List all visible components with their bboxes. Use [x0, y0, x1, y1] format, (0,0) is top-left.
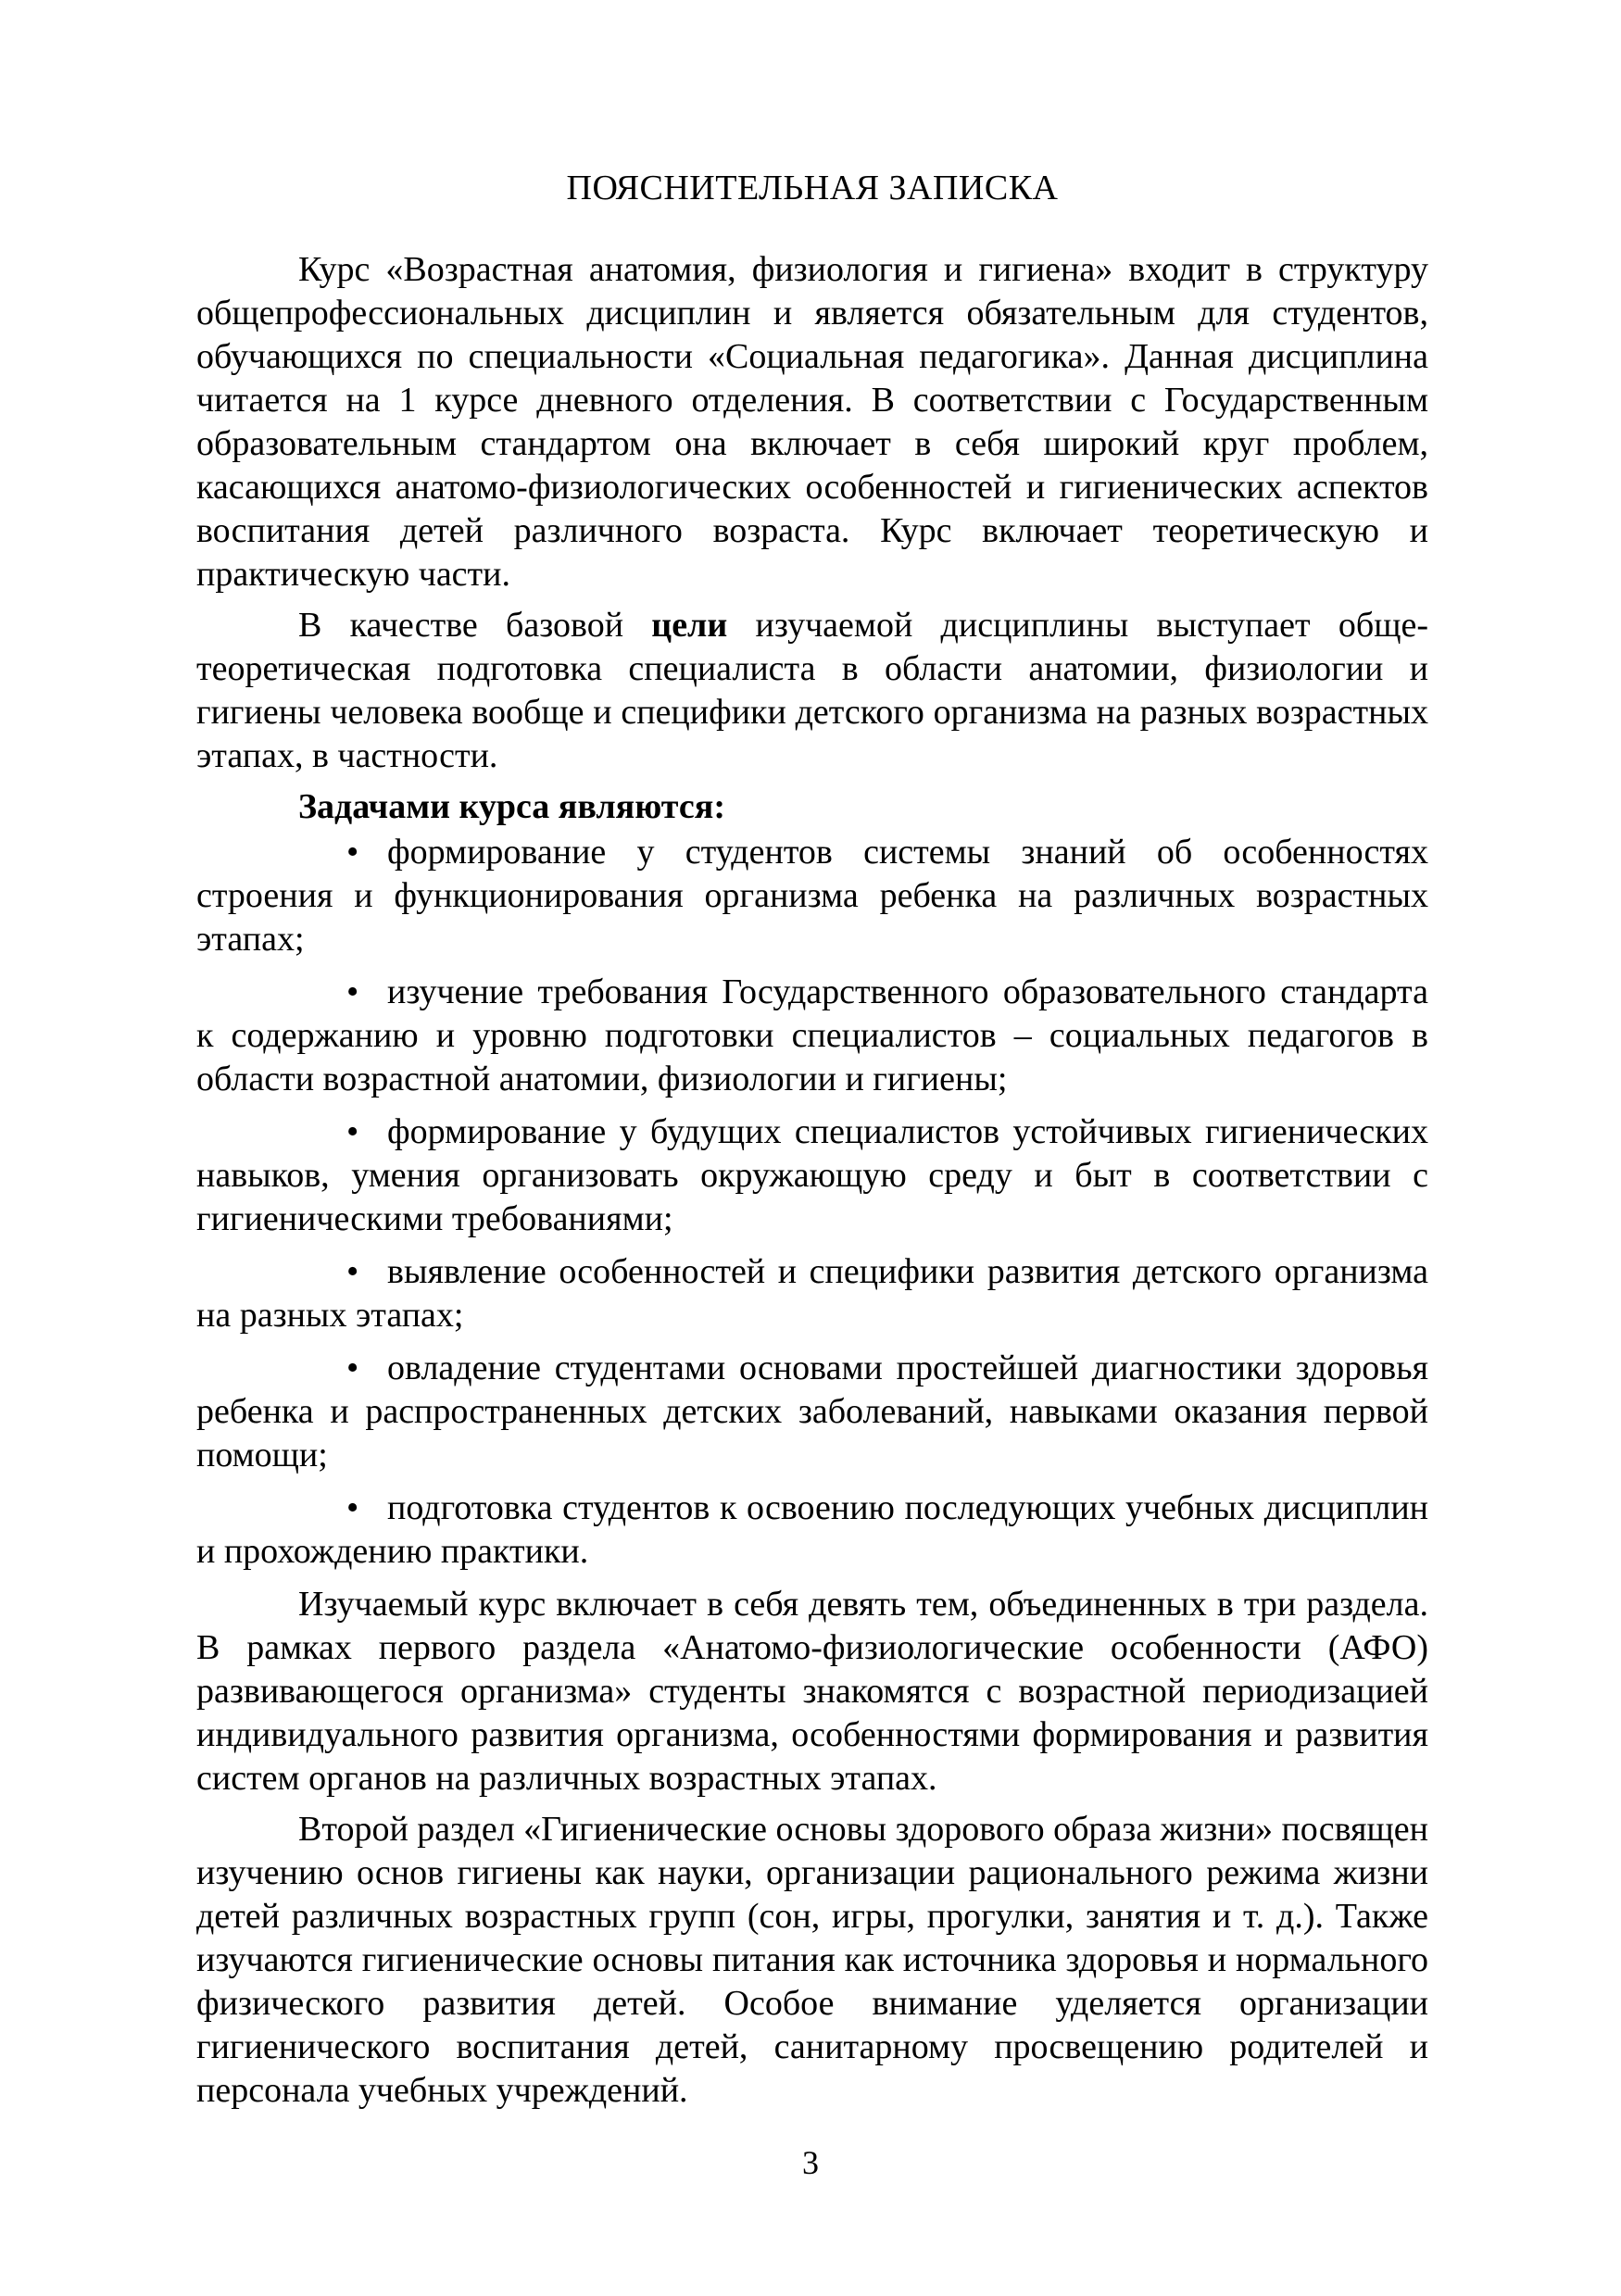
task-item-text: формирование у будущих специалистов устойчивых гигиенических навыков, умения организовать окружающую среду и быт в соответствии с гигиеническими требованиями;: [196, 1112, 1428, 1238]
page-title: ПОЯСНИТЕЛЬНАЯ ЗАПИСКА: [566, 169, 1059, 207]
task-item: [196, 1347, 1428, 1477]
goal-bold-word: цели: [651, 606, 728, 645]
section2-paragraph: Второй раздел «Гигиенические основы здорового образа жизни» посвящен изучению основ гигиены как науки, организации рационального режима жизни детей различных возрастных групп (сон, игры, прогулки, занятия и т. д.). Также изучаются гигиенические основы питания как источника здоровья и нормального физического развития детей. Особое внимание уделяется организации гигиенического воспитания детей, санитарному просвещению родителей и персонала учебных учреждений.: [196, 1810, 1428, 2110]
bullet-icon: •: [346, 1252, 359, 1291]
task-item: [196, 831, 1428, 961]
task-item: [196, 1110, 1428, 1241]
task-item: [196, 1487, 1428, 1574]
goal-paragraph: [196, 604, 1428, 778]
bullet-icon: •: [346, 1112, 359, 1151]
task-item-text: выявление особенностей и специфики развития детского организма на разных этапах;: [196, 1252, 1428, 1335]
bullet-icon: •: [346, 833, 359, 872]
intro-paragraph: Курс «Возрастная анатомия, физиология и гигиена» входит в структуру общепрофессиональных дисциплин и является обязательным для студентов, обучающихся по специальности «Социальная педагогика». Данная дисциплина читается на 1 курсе дневного отделения. В соответствии с Государственным образовательным стандартом она включает в себя широкий круг проблем, касающихся анатомо-физиологических особенностей и гигиенических аспектов воспитания детей различного возраста. Курс включает теоретическую и практическую части.: [196, 250, 1428, 594]
tasks-list: [196, 831, 1428, 1574]
bullet-icon: •: [346, 1488, 359, 1527]
bullet-icon: •: [346, 972, 359, 1011]
page-number: 3: [802, 2144, 819, 2181]
tasks-heading: Задачами курса являются:: [298, 787, 725, 826]
goal-text-after: изучаемой дисциплины выступает общетеоретическая подготовка специалиста в области анатомии, физиологии и гигиены человека вообще и специфики детского организма на разных возрастных этапах, в частности.: [196, 606, 1428, 775]
task-item-text: формирование у студентов системы знаний об особенностях строения и функционирования организма ребенка на различных возрастных этапах;: [196, 833, 1428, 959]
bullet-icon: •: [346, 1349, 359, 1387]
task-item-text: подготовка студентов к освоению последующих учебных дисциплин и прохождению практики.: [196, 1488, 1428, 1571]
goal-text-before: В качестве базовой: [298, 606, 652, 645]
document-page: [196, 167, 1428, 2113]
task-item: [196, 971, 1428, 1101]
task-item-text: овладение студентами основами простейшей диагностики здоровья ребенка и распространенных детских заболеваний, навыками оказания первой помощи;: [196, 1349, 1428, 1474]
task-item-text: изучение требования Государственного образовательного стандарта к содержанию и уровню подготовки специалистов – социальных педагогов в области возрастной анатомии, физиологии и гигиены;: [196, 972, 1428, 1098]
task-item: [196, 1250, 1428, 1337]
structure-paragraph: Изучаемый курс включает в себя девять тем, объединенных в три раздела. В рамках первого раздела «Анатомо-физиологические особенности (АФО) развивающегося организма» студенты знакомятся с возрастной периодизацией индивидуального развития организма, особенностями формирования и развития систем органов на различных возрастных этапах.: [196, 1585, 1428, 1798]
